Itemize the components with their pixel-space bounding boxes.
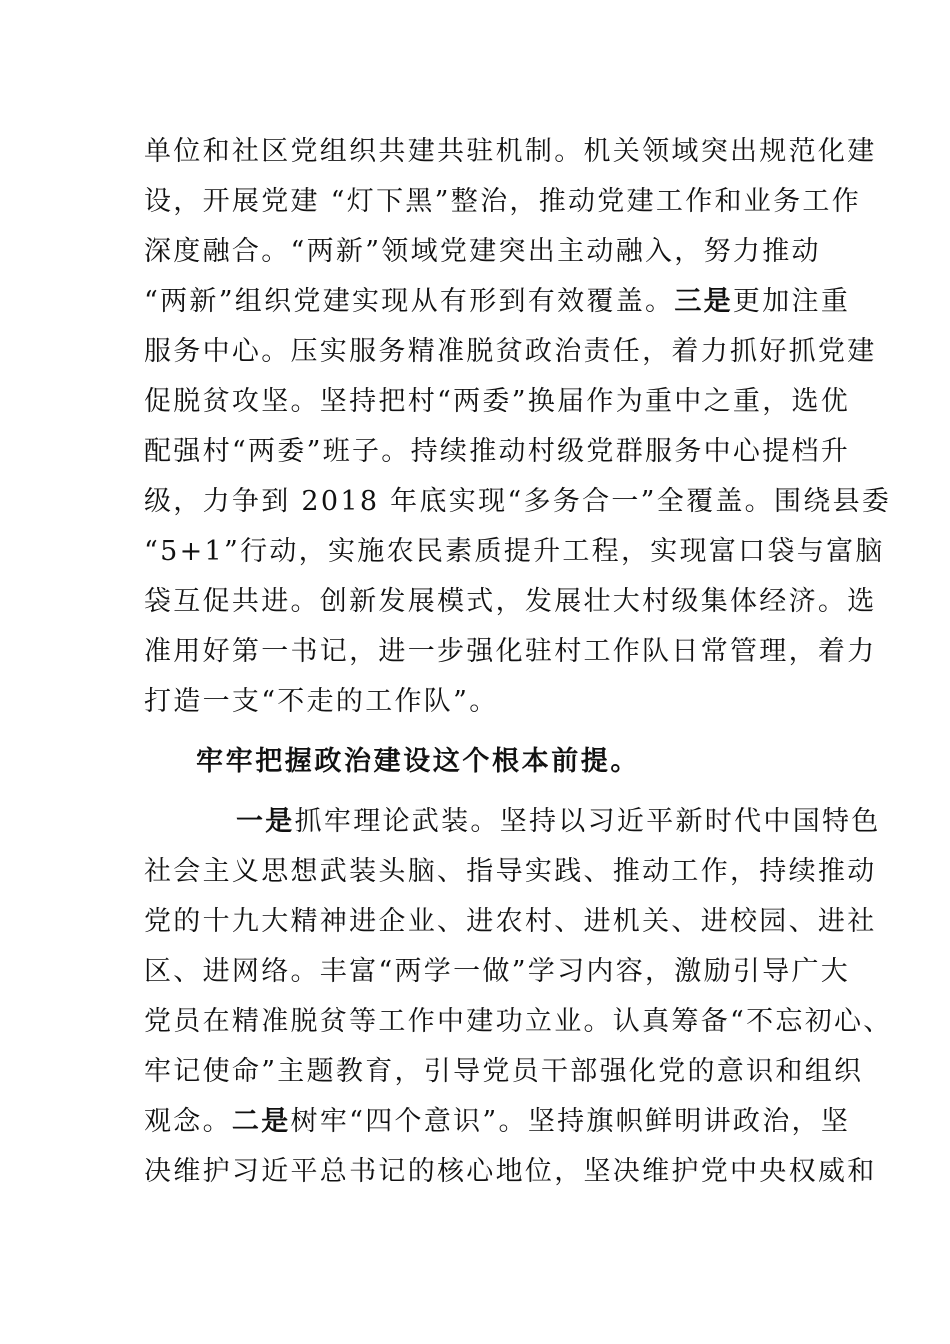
line-text: 级，力争到 2018 年底实现“多务合一”全覆盖。围绕县委: [144, 486, 892, 517]
paragraph-line: [144, 477, 892, 527]
line-text: “5+1”行动，实施农民素质提升工程，实现富口袋与富脑: [144, 536, 885, 567]
paragraph-line: [144, 227, 824, 277]
line-text: 袋互促共进。创新发展模式，发展壮大村级集体经济。选: [144, 586, 877, 617]
paragraph-line: [144, 327, 877, 377]
line-text: 社会主义思想武装头脑、指导实践、推动工作，持续推动: [144, 856, 877, 887]
line-text: 深度融合。“两新”领域党建突出主动融入，努力推动: [144, 236, 821, 267]
paragraph-line: [144, 627, 877, 677]
line-text: 设，开展党建 “灯下黑”整治，推动党建工作和业务工作: [144, 186, 861, 217]
line-text: 牢记使命”主题教育，引导党员干部强化党的意识和组织: [144, 1056, 864, 1087]
line-text: 区、进网络。丰富“两学一做”学习内容，激励引导广大: [144, 956, 851, 987]
line-text: 打造一支“不走的工作队”。: [144, 686, 499, 717]
line-text: 更加注重: [732, 286, 851, 317]
line-text: 观念。: [144, 1106, 232, 1137]
paragraph-line: [144, 127, 877, 177]
line-text: 树牢“四个意识”。坚持旗帜鲜明讲政治，坚: [290, 1106, 851, 1137]
paragraph-line: [144, 177, 861, 227]
line-text: “两新”组织党建实现从有形到有效覆盖。: [144, 286, 675, 317]
bold-keyword: 二是: [231, 1106, 291, 1137]
line-text: 决维护习近平总书记的核心地位，坚决维护党中央权威和: [144, 1156, 877, 1187]
section-heading: 牢牢把握政治建设这个根本前提。: [196, 746, 640, 777]
paragraph-line: [144, 677, 824, 727]
paragraph-line: [144, 527, 885, 577]
bold-keyword: 三是: [674, 286, 733, 317]
line-text: 准用好第一书记，进一步强化驻村工作队日常管理，着力: [144, 636, 877, 667]
paragraph-line: [144, 1147, 877, 1197]
paragraph-line: [144, 897, 877, 947]
paragraph-line: [144, 947, 851, 997]
line-text: 党的十九大精神进企业、进农村、进机关、进校园、进社: [144, 906, 877, 937]
line-text: 服务中心。压实服务精准脱贫政治责任，着力抓好抓党建: [144, 336, 877, 367]
paragraph-line: [144, 577, 877, 627]
line-text: 促脱贫攻坚。坚持把村“两委”换届作为重中之重，选优: [144, 386, 851, 417]
line-text: 单位和社区党组织共建共驻机制。机关领域突出规范化建: [144, 136, 877, 167]
line-text: 配强村“两委”班子。持续推动村级党群服务中心提档升: [144, 436, 851, 467]
paragraph-line: [144, 797, 881, 847]
line-text: 抓牢理论武装。坚持以习近平新时代中国特色: [294, 806, 881, 837]
bold-keyword: 一是: [236, 806, 295, 837]
paragraph-line: [144, 1097, 851, 1147]
paragraph-line: [144, 997, 893, 1047]
paragraph-line: [144, 277, 851, 327]
paragraph-line: [144, 1047, 864, 1097]
paragraph-line: [144, 377, 851, 427]
paragraph-line: [144, 847, 877, 897]
paragraph-line: [144, 427, 851, 477]
line-text: 党员在精准脱贫等工作中建功立业。认真筹备“不忘初心、: [144, 1006, 893, 1037]
